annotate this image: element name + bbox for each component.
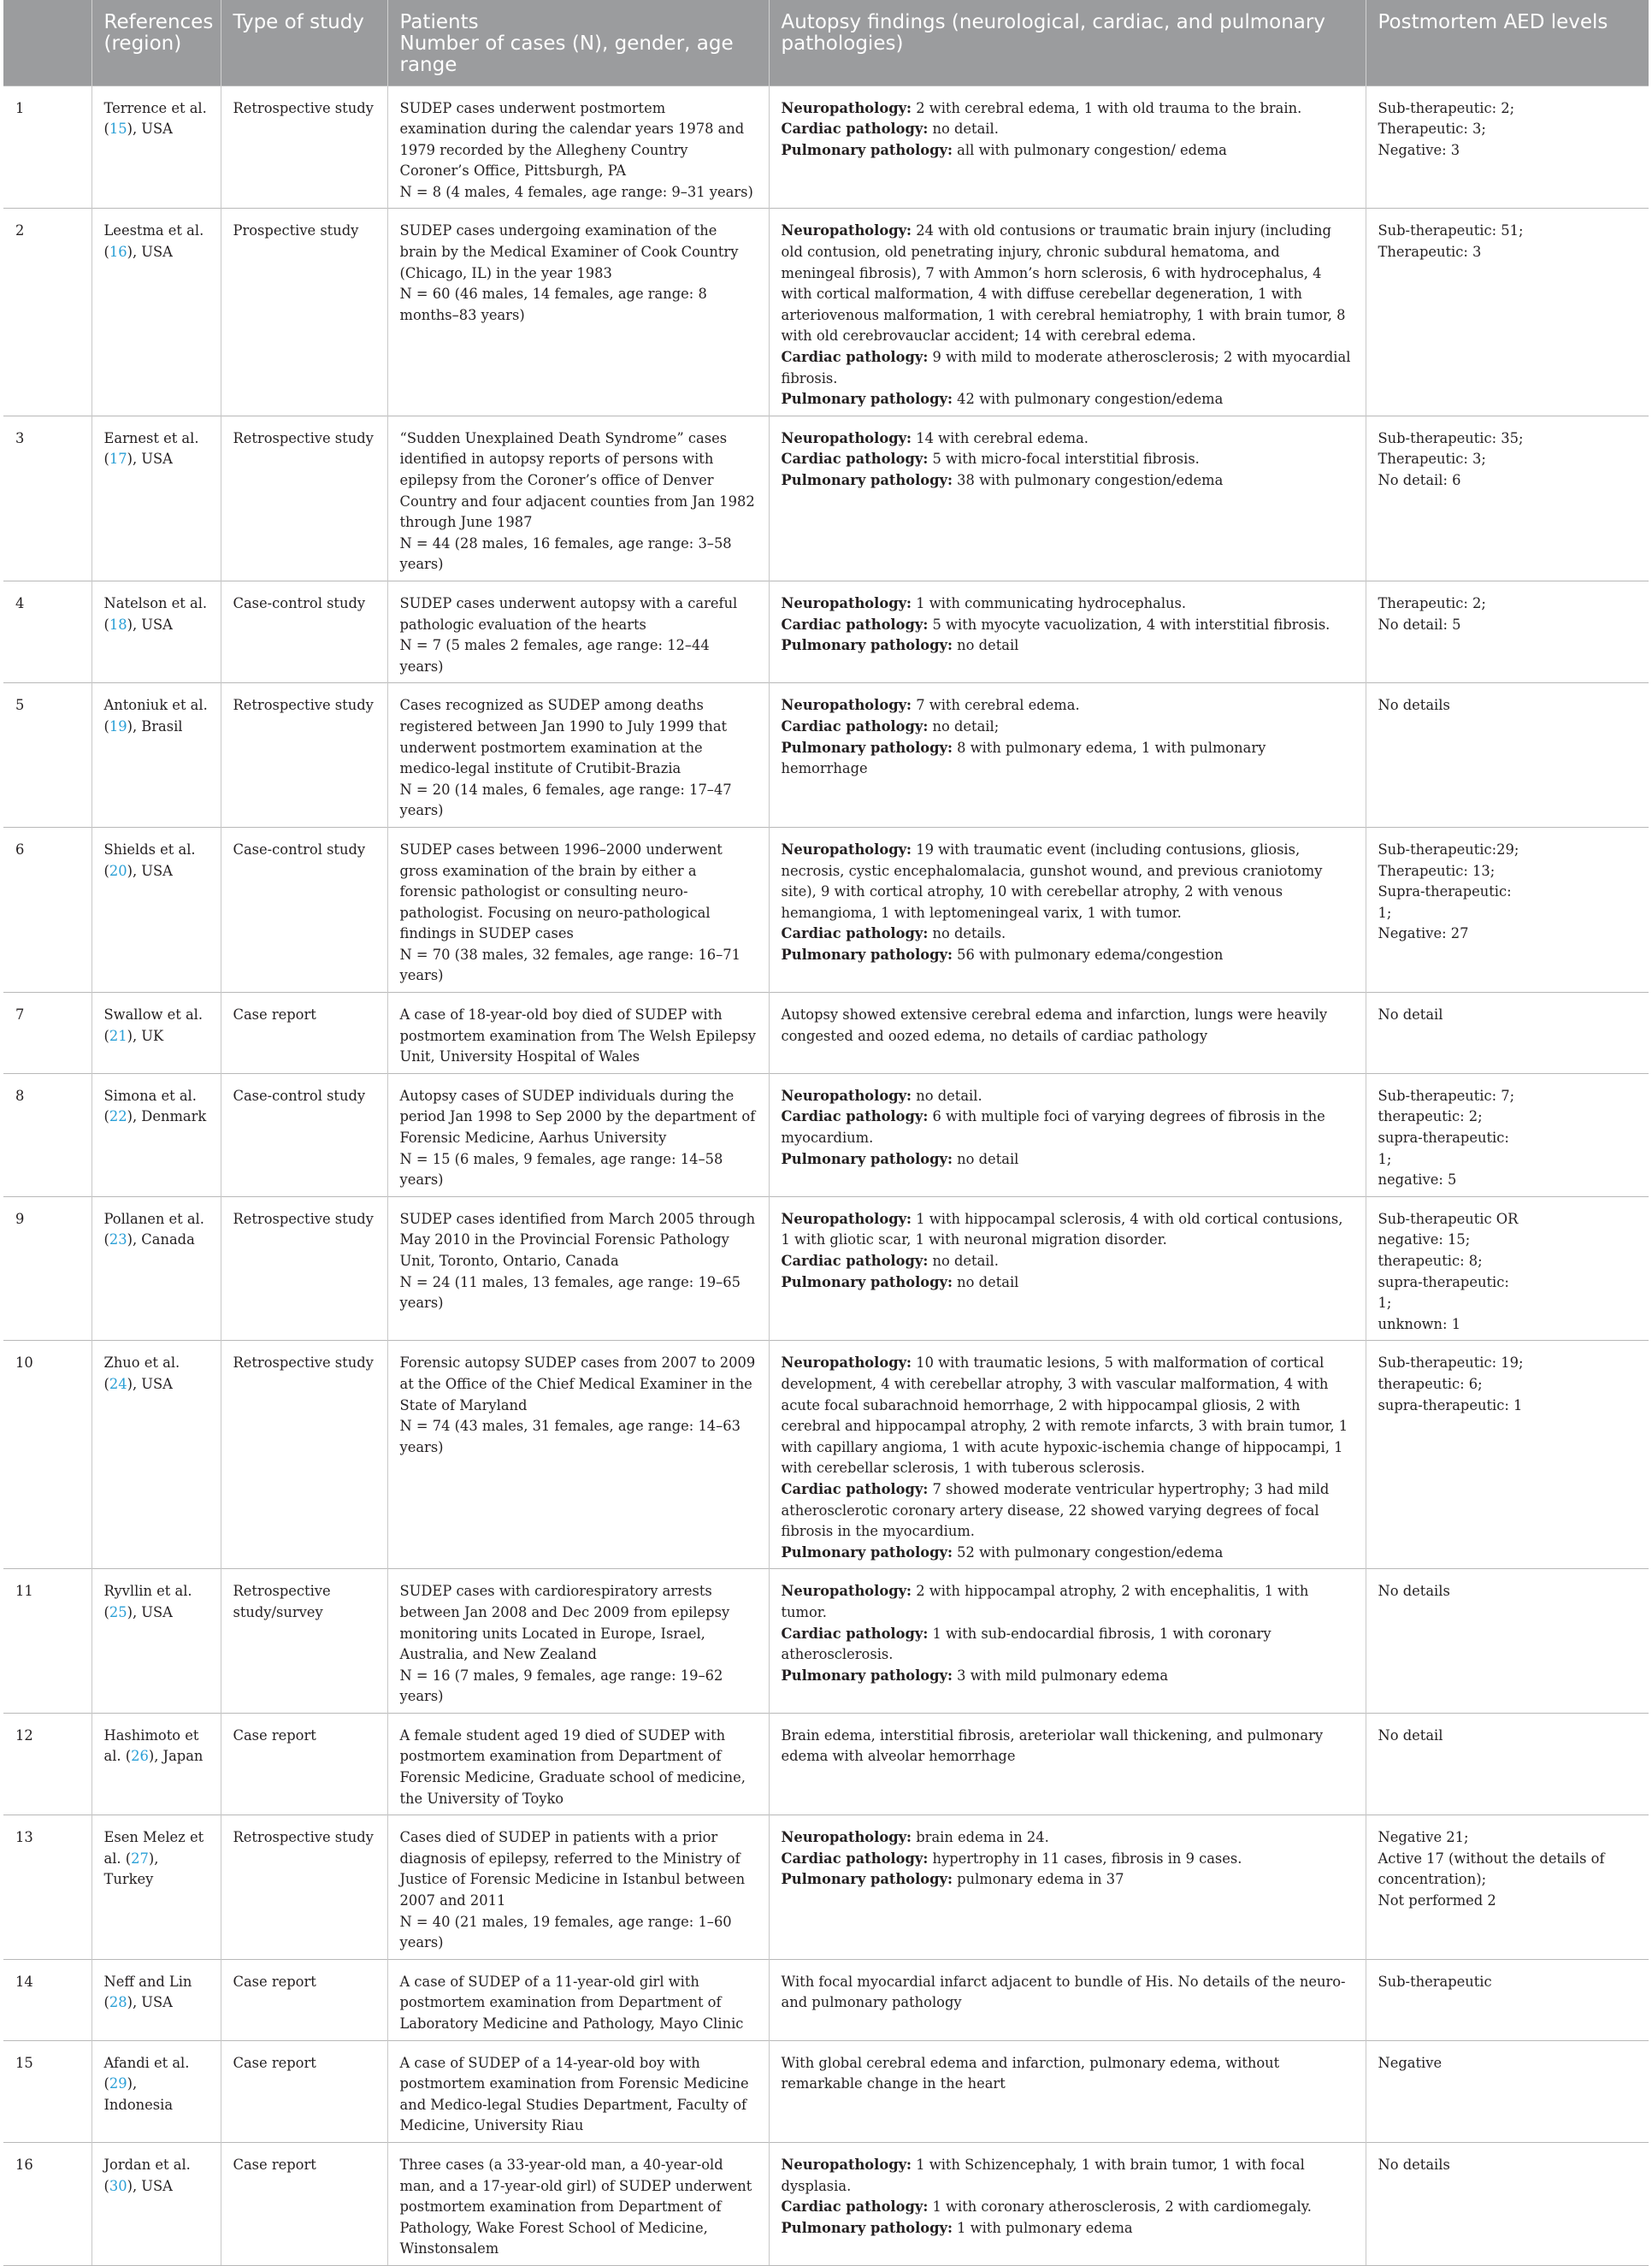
finding-text: 52 with pulmonary congestion/edema (953, 1543, 1224, 1561)
finding-line (782, 1827, 1354, 1849)
patients-description: Cases recognized as SUDEP among deaths registered between Jan 1990 to July 1999 that underwent postmortem examination at the medico-legal institute of Crutibit-Brazia N = 20 (14 males, 6 females, age range: 17–47 years) (387, 683, 769, 828)
finding-label: Neuropathology: (781, 841, 912, 858)
finding-line (782, 1869, 1354, 1891)
header-type-of-study: Type of study (221, 0, 387, 86)
finding-text: 7 showed moderate ventricular hypertrophy; 3 had mild atherosclerotic coronary artery disease, 22 showed varying degrees of focal fibrosis in the myocardium. (781, 1480, 1330, 1540)
finding-label: Neuropathology: (781, 222, 912, 239)
finding-line (782, 1849, 1354, 1870)
study-type: Prospective study (221, 209, 387, 416)
finding-line (782, 1209, 1354, 1251)
finding-line (782, 449, 1354, 470)
table-row (3, 209, 1649, 416)
aed-levels: Sub-therapeutic (1366, 1959, 1649, 2040)
table-row (3, 1569, 1649, 1714)
study-type: Case report (221, 1959, 387, 2040)
finding-text: no detail; (928, 717, 1000, 735)
finding-text: Autopsy showed extensive cerebral edema and infarction, lungs were heavily congested and oozed edema, no details of cardiac pathology (781, 1006, 1328, 1044)
reference-cell: Shields et al. (20), USA (91, 827, 221, 992)
finding-line (782, 1251, 1354, 1272)
citation-link[interactable]: 16 (109, 244, 127, 261)
finding-text: no detail (953, 637, 1019, 654)
finding-label: Cardiac pathology: (781, 1480, 929, 1497)
finding-label: Pulmonary pathology: (781, 1273, 953, 1290)
reference-cell: Afandi et al. (29), Indonesia (91, 2040, 221, 2142)
finding-label: Pulmonary pathology: (781, 1543, 953, 1561)
finding-line (782, 1149, 1354, 1171)
autopsy-findings (769, 1959, 1366, 2040)
finding-line (782, 1106, 1354, 1148)
finding-text: 2 with hippocampal atrophy, 2 with encephalitis, 1 with tumor. (781, 1583, 1309, 1620)
patients-description: SUDEP cases underwent autopsy with a careful pathologic evaluation of the hearts N = 7 (5 males 2 females, age range: 12–44 years) (387, 581, 769, 682)
reference-author: Jordan et al. (103, 2156, 191, 2173)
table-row (3, 1713, 1649, 1815)
aed-levels: No details (1366, 2142, 1649, 2265)
finding-text: 9 with mild to moderate atherosclerosis; 2 with myocardial fibrosis. (781, 349, 1351, 387)
table-row (3, 827, 1649, 992)
reference-cell: Ryvllin et al. (25), USA (91, 1569, 221, 1714)
aed-levels: Sub-therapeutic OR negative: 15; therapeutic: 8; supra-therapeutic: 1; unknown: 1 (1366, 1196, 1649, 1341)
autopsy-findings (769, 1815, 1366, 1960)
finding-line (782, 1005, 1354, 1047)
citation-link[interactable]: 28 (109, 1994, 127, 2011)
aed-levels: No details (1366, 683, 1649, 828)
autopsy-findings (769, 1713, 1366, 1815)
reference-region: , USA (132, 1375, 173, 1392)
finding-label: Neuropathology: (781, 594, 912, 611)
finding-line (782, 389, 1354, 410)
finding-line (782, 1624, 1354, 1666)
citation-link[interactable]: 25 (109, 1603, 127, 1620)
finding-text: brain edema in 24. (912, 1829, 1049, 1846)
autopsy-findings (769, 1073, 1366, 1196)
finding-line (782, 98, 1354, 120)
reference-region: , USA (132, 2177, 173, 2194)
finding-label: Neuropathology: (781, 2156, 912, 2173)
study-type: Retrospective study/survey (221, 1569, 387, 1714)
finding-label: Neuropathology: (781, 1354, 912, 1372)
finding-line (782, 717, 1354, 738)
finding-text: 5 with myocyte vacuolization, 4 with interstitial fibrosis. (928, 616, 1330, 633)
finding-text: no details. (928, 925, 1006, 942)
citation-link[interactable]: 26 (131, 1748, 149, 1765)
finding-text: 19 with traumatic event (including contusions, gliosis, necrosis, cystic encephalomalacia, gunshot wound, and previous craniotomy site), 9 with cortical atrophy, 10 with cerebellar atrophy, 2 with venous hemangioma, 1 with leptomeningeal varix, 1 with tumor. (781, 841, 1323, 921)
autopsy-findings (769, 1196, 1366, 1341)
autopsy-findings (769, 416, 1366, 581)
citation-link[interactable]: 22 (109, 1108, 127, 1125)
finding-text: no detail (953, 1273, 1019, 1290)
finding-text: 1 with coronary atherosclerosis, 2 with cardiomegaly. (928, 2198, 1312, 2216)
finding-text: no detail (953, 1150, 1019, 1167)
finding-line (782, 430, 1089, 446)
reference-cell: Swallow et al. (21), UK (91, 993, 221, 1074)
finding-line (782, 615, 1354, 636)
autopsy-findings (769, 1569, 1366, 1714)
finding-label: Pulmonary pathology: (781, 391, 953, 408)
study-type: Retrospective study (221, 1815, 387, 1960)
row-number: 10 (3, 1341, 91, 1569)
reference-author: Swallow et al. (103, 1006, 204, 1024)
header-number (3, 0, 91, 86)
finding-text: 8 with pulmonary edema, 1 with pulmonary hemorrhage (781, 739, 1266, 777)
reference-region: , Turkey (103, 1850, 159, 1888)
reference-cell: Leestma et al. (16), USA (91, 209, 221, 416)
reference-cell: Natelson et al. (18), USA (91, 581, 221, 682)
finding-label: Pulmonary pathology: (781, 1871, 953, 1888)
reference-cell: Antoniuk et al. (19), Brasil (91, 683, 221, 828)
row-number: 15 (3, 2040, 91, 2142)
study-type: Retrospective study (221, 683, 387, 828)
header-patients: Patients Number of cases (N), gender, age range (387, 0, 769, 86)
reference-region: , Japan (154, 1748, 204, 1765)
study-type: Case report (221, 2142, 387, 2265)
header-references: References (region) (91, 0, 221, 86)
finding-line (782, 2155, 1354, 2197)
row-number: 1 (3, 86, 91, 209)
citation-link[interactable]: 17 (109, 451, 127, 468)
aed-levels: Sub-therapeutic: 19; therapeutic: 6; supra-therapeutic: 1 (1366, 1341, 1649, 1569)
autopsy-findings (769, 683, 1366, 828)
patients-description: A female student aged 19 died of SUDEP with postmortem examination from Department of Forensic Medicine, Graduate school of medicine, the University of Toyko (387, 1713, 769, 1815)
finding-text: no detail. (928, 121, 999, 138)
finding-line (782, 1272, 1354, 1294)
reference-cell: Zhuo et al. (24), USA (91, 1341, 221, 1569)
finding-text: 1 with pulmonary edema (953, 2219, 1133, 2236)
reference-cell: Earnest et al. (17), USA (91, 416, 221, 581)
finding-line (782, 738, 1354, 780)
reference-region: , USA (132, 616, 173, 633)
finding-text: 3 with mild pulmonary edema (953, 1667, 1169, 1684)
finding-text: 24 with old contusions or traumatic brain injury (including old contusion, old penetrating injury, chronic subdural hematoma, and meningeal fibrosis), 7 with Ammon’s horn sclerosis, 6 with hydrocephalus, 4 with cortical malformation, 4 with diffuse cerebellar degeneration, 1 with arteriovenous malformation, 1 with cerebral hemiatrophy, 1 with brain tumor, 8 with old cerebrovauclar accident; 14 with cerebral edema. (781, 222, 1346, 345)
finding-label: Pulmonary pathology: (781, 141, 953, 158)
reference-cell: Simona et al. (22), Denmark (91, 1073, 221, 1196)
aed-levels: Negative (1366, 2040, 1649, 2142)
table-row (3, 683, 1649, 828)
aed-levels: Therapeutic: 2; No detail: 5 (1366, 581, 1649, 682)
reference-author: Shields et al. (103, 841, 196, 858)
table-header (3, 0, 1649, 86)
row-number: 9 (3, 1196, 91, 1341)
finding-label: Pulmonary pathology: (781, 1150, 953, 1167)
finding-line (782, 221, 1354, 347)
citation-link[interactable]: 21 (109, 1027, 127, 1044)
aed-levels: Sub-therapeutic: 2; Therapeutic: 3; Negative: 3 (1366, 86, 1649, 209)
reference-region: , USA (132, 862, 173, 879)
reference-cell: Terrence et al. (15), USA (91, 86, 221, 209)
table-row (3, 2142, 1649, 2265)
autopsy-findings (769, 1341, 1366, 1569)
finding-label: Cardiac pathology: (781, 616, 929, 633)
autopsy-findings (769, 2142, 1366, 2265)
finding-line (782, 1581, 1354, 1623)
table-row (3, 581, 1649, 682)
autopsy-findings (769, 209, 1366, 416)
header-aed-levels: Postmortem AED levels (1366, 0, 1649, 86)
finding-line (782, 470, 1354, 492)
patients-description: SUDEP cases underwent postmortem examination during the calendar years 1978 and 1979 recorded by the Allegheny Country Coroner’s Office, Pittsburgh, PA N = 8 (4 males, 4 females, age range: 9–31 years) (387, 86, 769, 209)
row-number: 12 (3, 1713, 91, 1815)
study-type: Case report (221, 993, 387, 1074)
reference-cell: Pollanen et al. (23), Canada (91, 1196, 221, 1341)
finding-label: Pulmonary pathology: (781, 637, 953, 654)
reference-author: Earnest et al. (103, 429, 199, 446)
aed-levels: No detail (1366, 1713, 1649, 1815)
reference-author: Terrence et al. (103, 99, 207, 116)
finding-label: Neuropathology: (781, 99, 912, 116)
finding-text: 7 with cerebral edema. (912, 697, 1080, 714)
citation-link[interactable]: 30 (109, 2177, 127, 2194)
patients-description: Autopsy cases of SUDEP individuals during the period Jan 1998 to Sep 2000 by the department of Forensic Medicine, Aarhus University N = 15 (6 males, 9 females, age range: 14–58 years) (387, 1073, 769, 1196)
citation-link[interactable]: 27 (131, 1850, 149, 1867)
study-type: Case report (221, 1713, 387, 1815)
finding-line (782, 347, 1354, 389)
autopsy-findings (769, 993, 1366, 1074)
finding-text: 38 with pulmonary congestion/edema (953, 472, 1224, 488)
patients-description: SUDEP cases with cardiorespiratory arrests between Jan 2008 and Dec 2009 from epilepsy monitoring units Located in Europe, Israel, Australia, and New Zealand N = 16 (7 males, 9 females, age range: 19–62 years) (387, 1569, 769, 1714)
finding-label: Cardiac pathology: (781, 925, 929, 942)
finding-label: Cardiac pathology: (781, 2198, 929, 2216)
reference-region: , USA (132, 121, 173, 138)
finding-label: Cardiac pathology: (781, 349, 929, 366)
reference-region: , USA (132, 451, 173, 468)
finding-line (782, 1353, 1354, 1479)
finding-line (782, 840, 1354, 924)
reference-author: Esen Melez et al. (103, 1829, 204, 1867)
finding-label: Cardiac pathology: (781, 717, 929, 735)
finding-line (782, 593, 1354, 615)
aed-levels: No details (1366, 1569, 1649, 1714)
table-body (3, 86, 1649, 2265)
aed-levels: Negative 21; Active 17 (without the details of concentration); Not performed 2 (1366, 1815, 1649, 1960)
citation-link[interactable]: 24 (109, 1375, 127, 1392)
citation-link[interactable]: 23 (109, 1231, 127, 1248)
table-row (3, 1073, 1649, 1196)
reference-author: Pollanen et al. (103, 1210, 204, 1227)
finding-text: 56 with pulmonary edema/congestion (953, 946, 1224, 963)
study-type: Retrospective study (221, 416, 387, 581)
row-number: 13 (3, 1815, 91, 1960)
reference-cell: Neff and Lin (28), USA (91, 1959, 221, 2040)
reference-author: Hashimoto et al. (103, 1726, 199, 1765)
study-type: Case-control study (221, 827, 387, 992)
finding-text: all with pulmonary congestion/ edema (953, 141, 1227, 158)
citation-link[interactable]: 29 (109, 2075, 127, 2092)
autopsy-findings (769, 827, 1366, 992)
finding-line (782, 2197, 1354, 2218)
finding-label: Cardiac pathology: (781, 1108, 929, 1125)
finding-label: Pulmonary pathology: (781, 2219, 953, 2236)
finding-label: Neuropathology: (781, 429, 912, 446)
patients-description: “Sudden Unexplained Death Syndrome” cases identified in autopsy reports of persons with epilepsy from the Coroner’s office of Denver Country and four adjacent counties from Jan 1982 through June 1987 N = 44 (28 males, 16 females, age range: 3–58 years) (387, 416, 769, 581)
table-row (3, 1341, 1649, 1569)
reference-author: Natelson et al. (103, 594, 208, 611)
study-type: Retrospective study (221, 1196, 387, 1341)
aed-levels: Sub-therapeutic: 7; therapeutic: 2; supra-therapeutic: 1; negative: 5 (1366, 1073, 1649, 1196)
patients-description: A case of SUDEP of a 11-year-old girl with postmortem examination from Department of Laboratory Medicine and Pathology, Mayo Clinic (387, 1959, 769, 2040)
finding-label: Neuropathology: (781, 1583, 912, 1600)
finding-text: 1 with hippocampal sclerosis, 4 with old cortical contusions, 1 with gliotic scar, 1 with neuronal migration disorder. (781, 1210, 1343, 1248)
finding-line (782, 1666, 1354, 1687)
reference-region: , USA (132, 1603, 173, 1620)
patients-description: Forensic autopsy SUDEP cases from 2007 to 2009 at the Office of the Chief Medical Examiner in the State of Maryland N = 74 (43 males, 31 females, age range: 14–63 years) (387, 1341, 769, 1569)
patients-description: SUDEP cases undergoing examination of the brain by the Medical Examiner of Cook Country (Chicago, IL) in the year 1983 N = 60 (46 males, 14 females, age range: 8 months–83 years) (387, 209, 769, 416)
finding-text: 42 with pulmonary congestion/edema (953, 391, 1224, 408)
finding-label: Cardiac pathology: (781, 1625, 929, 1642)
citation-link[interactable]: 20 (109, 862, 127, 879)
finding-text: 1 with Schizencephaly, 1 with brain tumor, 1 with focal dysplasia. (781, 2156, 1305, 2194)
finding-label: Cardiac pathology: (781, 451, 929, 468)
reference-cell: Hashimoto et al. (26), Japan (91, 1713, 221, 1815)
reference-region: , Denmark (132, 1108, 207, 1125)
finding-text: 14 with cerebral edema. (912, 429, 1089, 446)
row-number: 6 (3, 827, 91, 992)
finding-label: Neuropathology: (781, 697, 912, 714)
finding-text: no detail. (928, 1253, 999, 1269)
citation-link[interactable]: 18 (109, 616, 127, 633)
row-number: 3 (3, 416, 91, 581)
finding-line (782, 140, 1354, 162)
finding-text: 6 with multiple foci of varying degrees of fibrosis in the myocardium. (781, 1108, 1325, 1147)
row-number: 16 (3, 2142, 91, 2265)
reference-author: Leestma et al. (103, 222, 204, 239)
sudep-autopsy-table (3, 0, 1649, 2266)
table-row (3, 2040, 1649, 2142)
finding-text: With global cerebral edema and infarction, pulmonary edema, without remarkable change in the heart (781, 2054, 1280, 2092)
patients-description: SUDEP cases identified from March 2005 through May 2010 in the Provincial Forensic Pathology Unit, Toronto, Ontario, Canada N = 24 (11 males, 13 females, age range: 19–65 years) (387, 1196, 769, 1341)
autopsy-findings (769, 86, 1366, 209)
finding-line (782, 1479, 1354, 1543)
patients-description: Cases died of SUDEP in patients with a prior diagnosis of epilepsy, referred to the Ministry of Justice of Forensic Medicine in Istanbul between 2007 and 2011 N = 40 (21 males, 19 females, age range: 1–60 years) (387, 1815, 769, 1960)
reference-author: Afandi et al. (103, 2054, 190, 2071)
row-number: 5 (3, 683, 91, 828)
finding-label: Cardiac pathology: (781, 1253, 929, 1269)
finding-label: Pulmonary pathology: (781, 1667, 953, 1684)
finding-text: 1 with sub-endocardial fibrosis, 1 with coronary atherosclerosis. (781, 1625, 1271, 1663)
finding-line (782, 2053, 1354, 2095)
reference-cell: Jordan et al. (30), USA (91, 2142, 221, 2265)
finding-text: 1 with communicating hydrocephalus. (912, 594, 1187, 611)
table-row (3, 1815, 1649, 1960)
finding-line (782, 924, 1354, 945)
table-row (3, 1959, 1649, 2040)
finding-label: Pulmonary pathology: (781, 739, 953, 756)
table-row (3, 86, 1649, 209)
autopsy-findings (769, 2040, 1366, 2142)
citation-link[interactable]: 15 (109, 121, 127, 138)
aed-levels: No detail (1366, 993, 1649, 1074)
finding-text: Brain edema, interstitial fibrosis, areteriolar wall thickening, and pulmonary edema with alveolar hemorrhage (781, 1726, 1324, 1765)
table-row (3, 1196, 1649, 1341)
reference-region: , UK (132, 1027, 164, 1044)
finding-label: Cardiac pathology: (781, 121, 929, 138)
finding-text: no detail. (912, 1087, 982, 1104)
study-type: Retrospective study (221, 86, 387, 209)
finding-line (782, 695, 1354, 717)
header-row (3, 0, 1649, 86)
finding-label: Neuropathology: (781, 1210, 912, 1227)
finding-line (782, 119, 1354, 140)
finding-line (782, 945, 1354, 966)
finding-text: 10 with traumatic lesions, 5 with malformation of cortical development, 4 with cerebellar atrophy, 3 with vascular malformation, 4 with acute focal subarachnoid hemorrhage, 2 with hippocampal gliosis, 2 with cerebral and hippocampal atrophy, 2 with remote infarcts, 3 with brain tumor, 1 with capillary angioma, 1 with acute hypoxic-ischemia change of hippocampi, 1 with cerebellar sclerosis, 1 with tuberous sclerosis. (781, 1354, 1348, 1477)
aed-levels: Sub-therapeutic: 35; Therapeutic: 3; No detail: 6 (1366, 416, 1649, 581)
reference-region: , USA (132, 244, 173, 261)
reference-region: , Canada (132, 1231, 195, 1248)
finding-text: pulmonary edema in 37 (953, 1871, 1124, 1888)
reference-region: , Indonesia (103, 2075, 174, 2113)
finding-line (782, 1086, 1354, 1107)
header-autopsy-findings: Autopsy findings (neurological, cardiac, and pulmonary pathologies) (769, 0, 1366, 86)
reference-region: , USA (132, 1994, 173, 2011)
finding-text: 2 with cerebral edema, 1 with old trauma to the brain. (912, 99, 1302, 116)
finding-text: With focal myocardial infarct adjacent to bundle of His. No details of the neuro- and pulmonary pathology (781, 1973, 1346, 2011)
row-number: 11 (3, 1569, 91, 1714)
patients-description: Three cases (a 33-year-old man, a 40-year-old man, and a 17-year-old girl) of SUDEP underwent postmortem examination from Department of Pathology, Wake Forest School of Medicine, Winstonsalem (387, 2142, 769, 2265)
finding-line (782, 2218, 1354, 2239)
finding-line (782, 1726, 1354, 1767)
finding-label: Pulmonary pathology: (781, 946, 953, 963)
patients-description: SUDEP cases between 1996–2000 underwent gross examination of the brain by either a forensic pathologist or consulting neuro-pathologist. Focusing on neuro-pathological findings in SUDEP cases N = 70 (38 males, 32 females, age range: 16–71 years) (387, 827, 769, 992)
reference-author: Zhuo et al. (103, 1354, 180, 1372)
finding-label: Neuropathology: (781, 1829, 912, 1846)
citation-link[interactable]: 19 (109, 717, 127, 735)
reference-author: Antoniuk et al. (103, 697, 208, 714)
study-type: Retrospective study (221, 1341, 387, 1569)
patients-description: A case of 18-year-old boy died of SUDEP with postmortem examination from The Welsh Epilepsy Unit, University Hospital of Wales (387, 993, 769, 1074)
aed-levels: Sub-therapeutic: 51; Therapeutic: 3 (1366, 209, 1649, 416)
finding-text: hypertrophy in 11 cases, fibrosis in 9 cases. (928, 1850, 1242, 1867)
finding-label: Pulmonary pathology: (781, 472, 953, 488)
finding-label: Neuropathology: (781, 1087, 912, 1104)
study-type: Case-control study (221, 1073, 387, 1196)
row-number: 14 (3, 1959, 91, 2040)
table-row (3, 416, 1649, 581)
finding-text: 5 with micro-focal interstitial fibrosis. (928, 451, 1200, 468)
finding-line (782, 1972, 1354, 2014)
reference-region: , Brasil (132, 717, 183, 735)
row-number: 4 (3, 581, 91, 682)
autopsy-findings (769, 581, 1366, 682)
aed-levels: Sub-therapeutic:29; Therapeutic: 13; Supra-therapeutic: 1; Negative: 27 (1366, 827, 1649, 992)
finding-line (782, 1543, 1354, 1564)
study-type: Case report (221, 2040, 387, 2142)
finding-line (782, 635, 1354, 657)
study-type: Case-control study (221, 581, 387, 682)
reference-cell: Esen Melez et al. (27), Turkey (91, 1815, 221, 1960)
reference-author: Ryvllin et al. (103, 1583, 192, 1600)
row-number: 2 (3, 209, 91, 416)
finding-label: Cardiac pathology: (781, 1850, 929, 1867)
reference-author: Neff and Lin (103, 1973, 192, 1990)
patients-description: A case of SUDEP of a 14-year-old boy with postmortem examination from Forensic Medicine and Medico-legal Studies Department, Faculty of Medicine, University Riau (387, 2040, 769, 2142)
table-row (3, 993, 1649, 1074)
reference-author: Simona et al. (103, 1087, 197, 1104)
row-number: 8 (3, 1073, 91, 1196)
row-number: 7 (3, 993, 91, 1074)
